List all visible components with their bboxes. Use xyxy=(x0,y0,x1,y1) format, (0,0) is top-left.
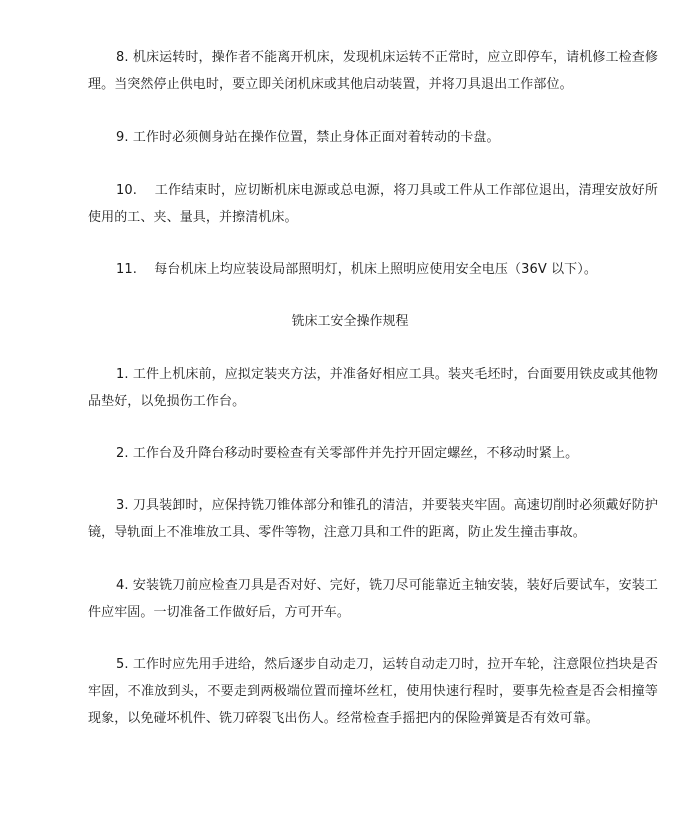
rule-item-10: 10. 工作结束时，应切断机床电源或总电源，将刀具或工件从工作部位退出，清理安放好所使用的工、夹、量具，并擦清机床。 xyxy=(88,183,658,225)
rule-item-11: 11. 每台机床上均应装设局部照明灯，机床上照明应使用安全电压（36V 以下）。 xyxy=(116,262,597,277)
section-title: 铣床工安全操作规程 xyxy=(291,314,409,329)
rule-item-8: 8. 机床运转时，操作者不能离开机床，发现机床运转不正常时，应立即停车，请机修工检查修理。当突然停止供电时，要立即关闭机床或其他启动装置，并将刀具退出工作部位。 xyxy=(88,50,658,92)
milling-rule-4: 4. 安装铣刀前应检查刀具是否对好、完好，铣刀尽可能靠近主轴安装，装好后要试车，安装工件应牢固。一切准备工作做好后，方可开车。 xyxy=(88,578,658,620)
milling-rule-2: 2. 工作台及升降台移动时要检查有关零部件并先拧开固定螺丝，不移动时紧上。 xyxy=(116,446,579,461)
milling-rule-1: 1. 工件上机床前，应拟定装夹方法，并准备好相应工具。装夹毛坯时，台面要用铁皮或其他物品垫好，以免损伤工作台。 xyxy=(88,367,658,409)
milling-rule-5: 5. 工作时应先用手进给，然后逐步自动走刀，运转自动走刀时，拉开车轮，注意限位挡块是否牢固，不准放到头，不要走到两极端位置而撞坏丝杠，使用快速行程时，要事先检查是否会相撞等现象，以免碰坏机件、铣刀碎裂飞出伤人。经常检查手摇把内的保险弹簧是否有效可靠。 xyxy=(88,657,658,726)
milling-rule-3: 3. 刀具装卸时，应保持铣刀锥体部分和锥孔的清洁，并要装夹牢固。高速切削时必须戴好防护镜，导轨面上不准堆放工具、零件等物，注意刀具和工件的距离，防止发生撞击事故。 xyxy=(88,498,658,540)
rule-item-9: 9. 工作时必须侧身站在操作位置，禁止身体正面对着转动的卡盘。 xyxy=(116,130,500,145)
